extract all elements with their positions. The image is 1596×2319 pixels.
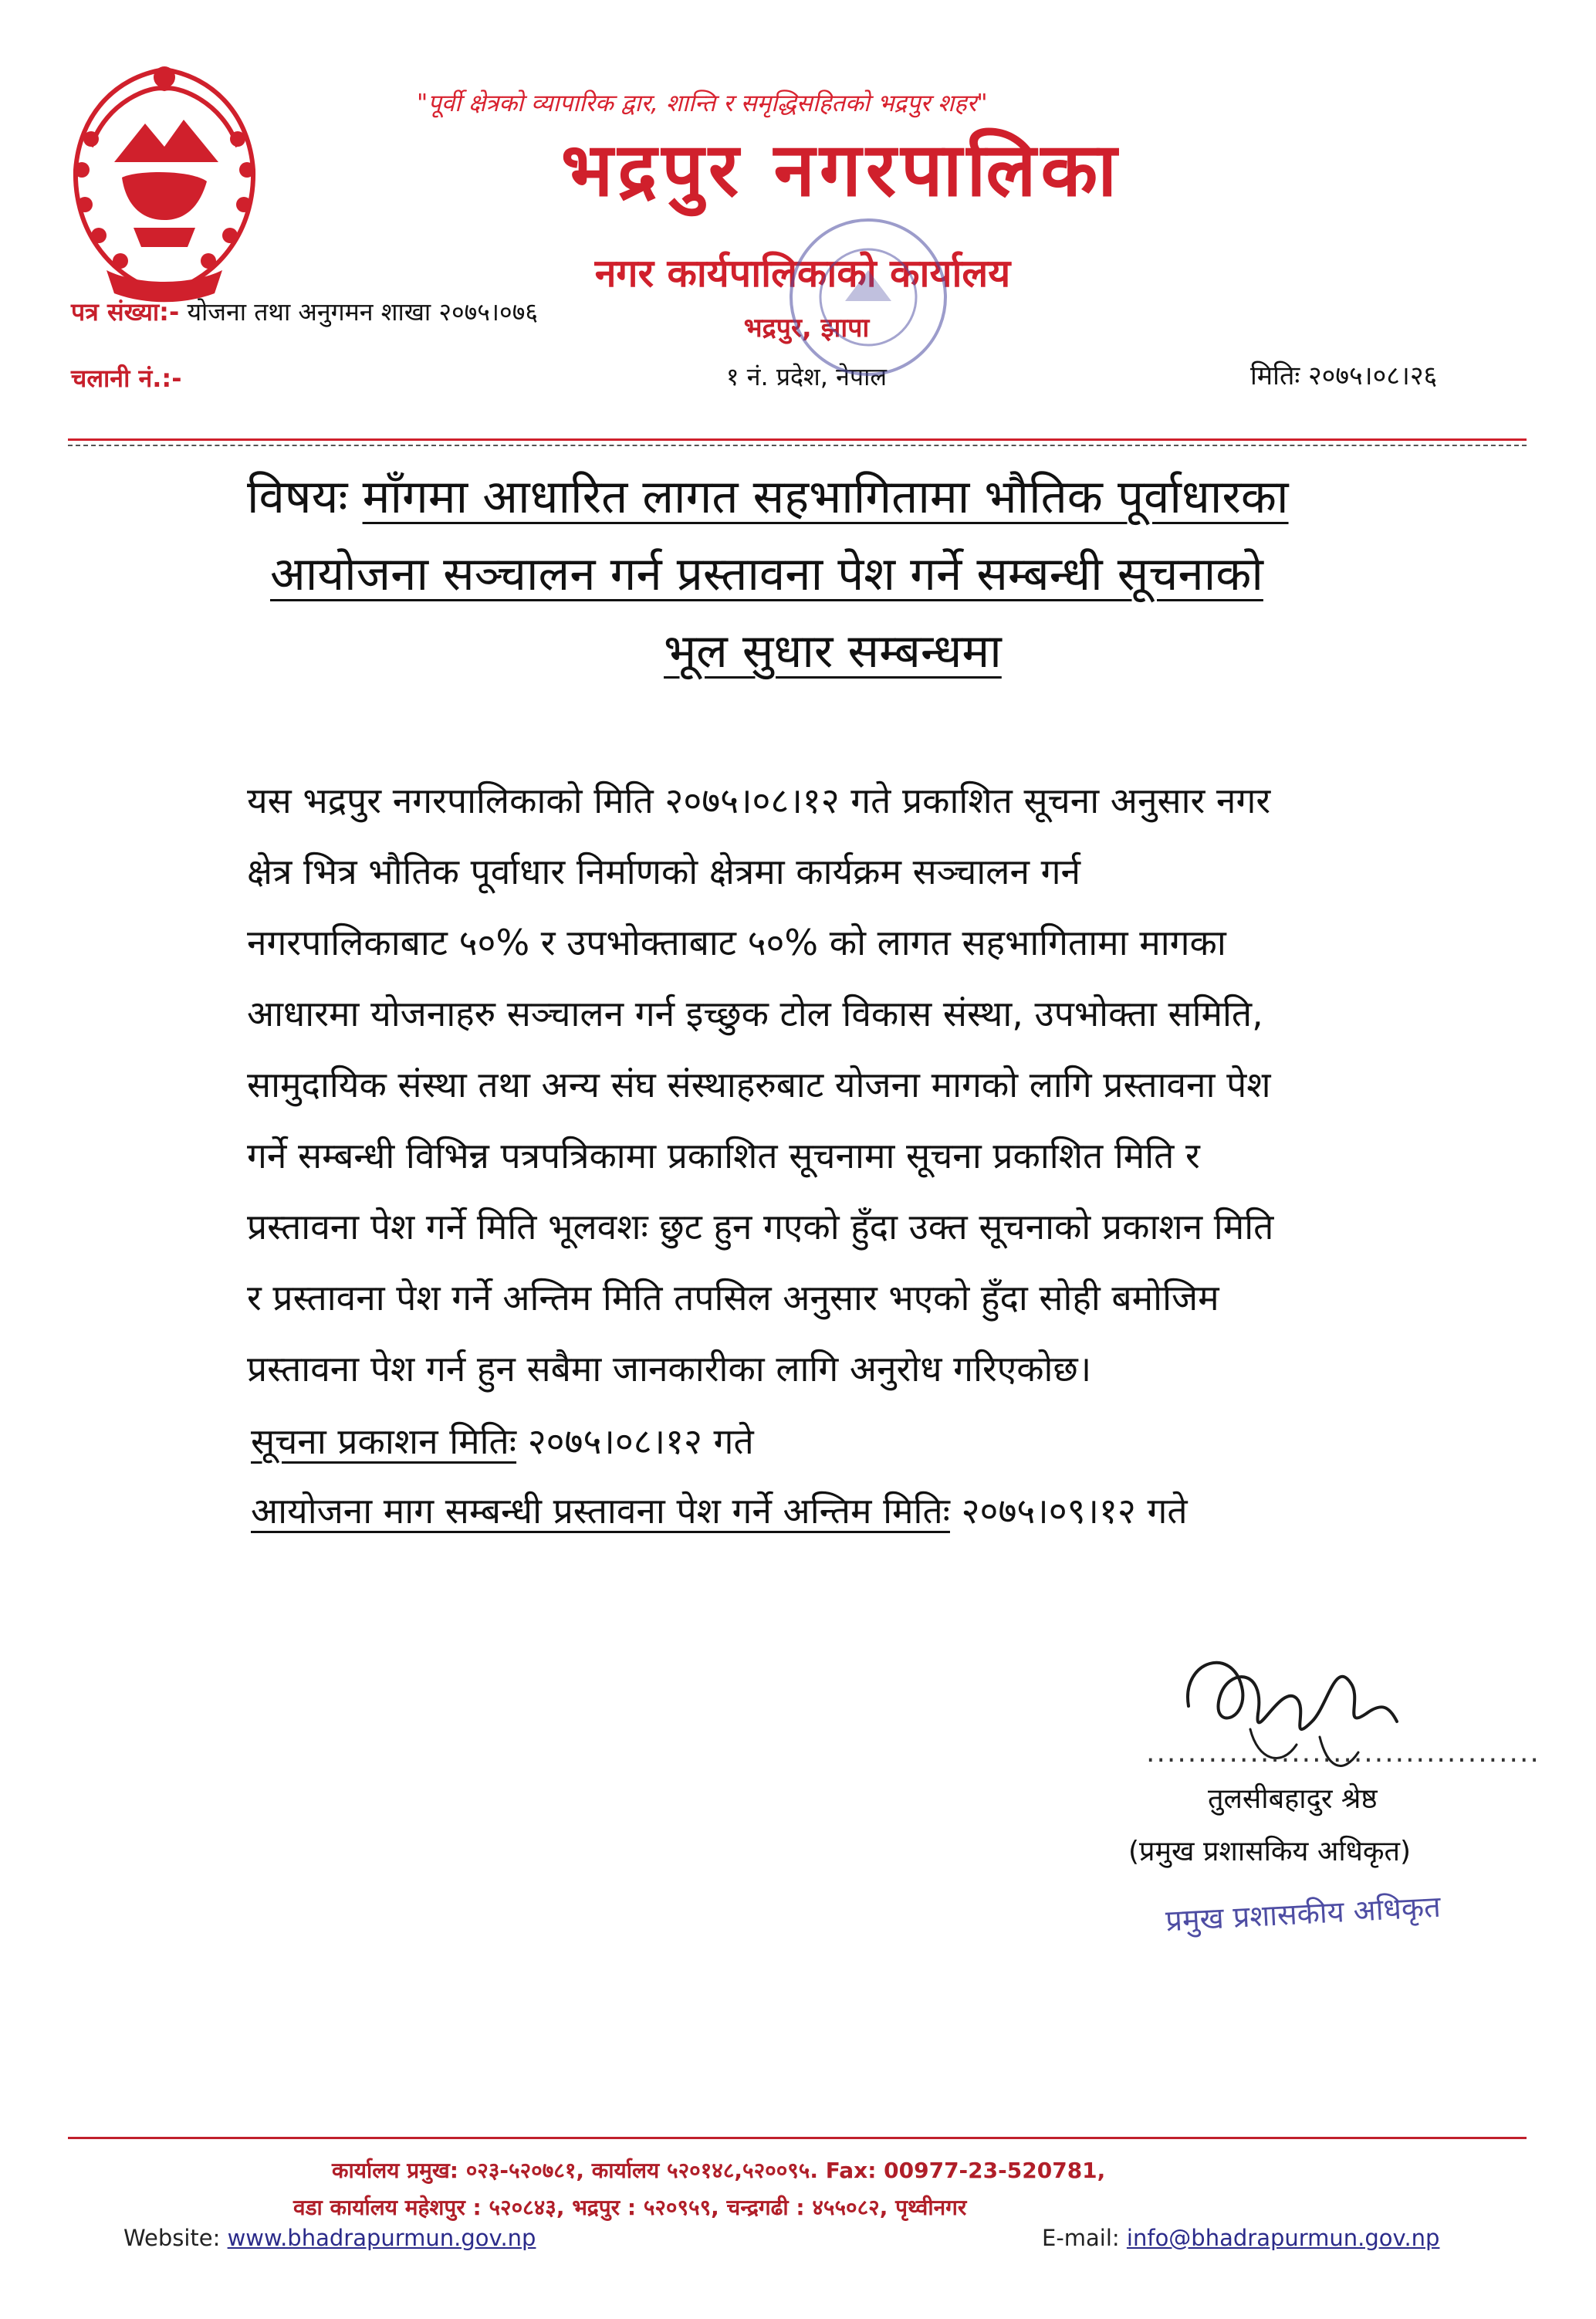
website-label: Website:: [123, 2225, 228, 2251]
reference-label: पत्र संख्या:-: [71, 297, 180, 327]
municipality-motto: "पूर्वी क्षेत्रको व्यापारिक द्वार, शान्ति र समृद्धिसहितको भद्रपुर शहर": [417, 90, 988, 117]
office-location: भद्रपुर, झापा: [743, 313, 870, 344]
municipality-name: भद्रपुर नगरपालिका: [560, 127, 1122, 213]
body-line: प्रस्तावना पेश गर्न हुन सबैमा जानकारीका लागि अनुरोध गरिएकोछ।: [247, 1348, 1092, 1390]
header-divider-dashed: [68, 445, 1527, 446]
handwritten-signature: [1165, 1613, 1412, 1799]
reference-value: योजना तथा अनुगमन शाखा २०७५।०७६: [187, 297, 538, 327]
subject-text-1: माँगमा आधारित लागत सहभागितामा भौतिक पूर्वाधारका: [362, 470, 1289, 524]
deadline-date-line: [251, 1486, 1188, 1534]
nepal-emblem-logo: [60, 54, 269, 309]
round-seal-stamp: [779, 208, 957, 386]
body-line: यस भद्रपुर नगरपालिकाको मिति २०७५।०८।१२ गते प्रकाशित सूचना अनुसार नगर: [247, 780, 1271, 821]
deadline-date-value: २०७५।०९।१२ गते: [949, 1490, 1188, 1532]
footer-email: [1042, 2225, 1439, 2251]
email-link[interactable]: info@bhadrapurmun.gov.np: [1126, 2225, 1440, 2251]
signature-dotted-line: ......................................: [1146, 1737, 1540, 1769]
subject-line-1: [247, 463, 1289, 526]
body-line: क्षेत्र भित्र भौतिक पूर्वाधार निर्माणको क्षेत्रमा कार्यक्रम सञ्चालन गर्न: [247, 851, 1081, 892]
header-divider: [68, 438, 1527, 441]
body-line: सामुदायिक संस्था तथा अन्य संघ संस्थाहरुबाट योजना मागको लागि प्रस्तावना पेश: [247, 1064, 1271, 1105]
notice-date-label: सूचना प्रकाशन मितिः: [251, 1420, 517, 1462]
subject-line-2: आयोजना सञ्चालन गर्न प्रस्तावना पेश गर्ने सम्बन्धी सूचनाको: [270, 547, 1263, 601]
office-name: नगर कार्यपालिकाको कार्यालय: [594, 251, 1011, 296]
body-line: प्रस्तावना पेश गर्ने मिति भूलवशः छुट हुन गएको हुँदा उक्त सूचनाको प्रकाशन मिति: [247, 1206, 1274, 1248]
body-line: र प्रस्तावना पेश गर्ने अन्तिम मिति तपसिल अनुसार भएको हुँदा सोही बमोजिम: [247, 1277, 1219, 1319]
designation-stamp: प्रमुख प्रशासकीय अधिकृत: [1165, 1889, 1442, 1938]
body-line: गर्ने सम्बन्धी विभिन्न पत्रपत्रिकामा प्रकाशित सूचनामा सूचना प्रकाशित मिति र: [247, 1135, 1200, 1176]
footer-ward-line: वडा कार्यालय महेशपुर : ५२०८४३, भद्रपुर : ५२०९५९, चन्द्रगढी : ४५५०८२, पृथ्वीनगर: [293, 2195, 967, 2220]
email-label: E-mail:: [1042, 2225, 1127, 2251]
dispatch-label: चलानी नं.:-: [71, 364, 182, 393]
notice-date-value: २०७५।०८।१२ गते: [516, 1420, 754, 1462]
office-province: १ नं. प्रदेश, नेपाल: [725, 362, 888, 391]
notice-date-line: [251, 1417, 754, 1464]
footer-phone-line: कार्यालय प्रमुख: ०२३-५२०७८१, कार्यालय ५२०१४८,५२००९५. Fax: 00977-23-520781,: [332, 2158, 1106, 2183]
body-line: नगरपालिकाबाट ५०% र उपभोक्ताबाट ५०% को लागत सहभागितामा मागका: [247, 922, 1226, 963]
reference-number: [71, 295, 538, 328]
signatory-name: तुलसीबहादुर श्रेष्ठ: [1208, 1783, 1378, 1815]
footer-website: [123, 2225, 536, 2251]
dispatch-number: [71, 361, 182, 394]
body-line: आधारमा योजनाहरु सञ्चालन गर्न इच्छुक टोल विकास संस्था, उपभोक्ता समिति,: [247, 993, 1263, 1034]
subject-prefix: विषयः: [247, 470, 363, 524]
website-link[interactable]: www.bhadrapurmun.gov.np: [227, 2225, 536, 2251]
letter-date: मितिः २०७५।०८।२६: [1250, 361, 1438, 391]
subject-line-3: भूल सुधार सम्बन्धमा: [664, 625, 1002, 679]
signatory-title: (प्रमुख प्रशासकिय अधिकृत): [1128, 1836, 1412, 1867]
deadline-date-label: आयोजना माग सम्बन्धी प्रस्तावना पेश गर्ने अन्तिम मितिः: [251, 1490, 950, 1532]
footer-divider: [68, 2137, 1527, 2139]
